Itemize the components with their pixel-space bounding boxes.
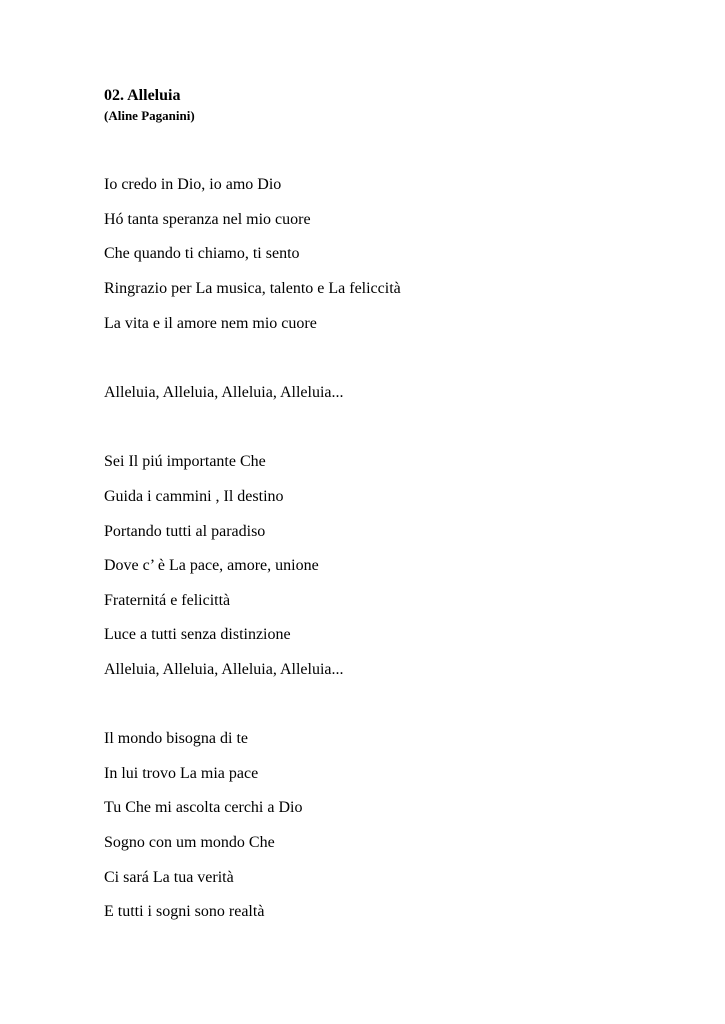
lyric-line: Il mondo bisogna di te <box>104 730 248 747</box>
lyric-line: Ci sará La tua verità <box>104 869 234 886</box>
lyric-line: Io credo in Dio, io amo Dio <box>104 176 282 193</box>
lyric-line: La vita e il amore nem mio cuore <box>104 315 317 332</box>
lyric-line: Tu Che mi ascolta cerchi a Dio <box>104 799 303 816</box>
lyric-line: E tutti i sogni sono realtà <box>104 903 265 920</box>
song-title: 02. Alleluia <box>104 87 181 104</box>
lyric-line: Fraternitá e felicittà <box>104 592 231 609</box>
lyric-line: Sogno con um mondo Che <box>104 834 275 851</box>
song-author: (Aline Paganini) <box>104 108 195 123</box>
lyric-line: Ringrazio per La musica, talento e La feliccità <box>104 280 401 297</box>
lyric-line: In lui trovo La mia pace <box>104 765 259 782</box>
lyric-line: Guida i cammini , Il destino <box>104 488 284 505</box>
lyric-line: Luce a tutti senza distinzione <box>104 626 291 643</box>
lyric-line: Portando tutti al paradiso <box>104 523 266 540</box>
lyric-line: Dove c’ è La pace, amore, unione <box>104 557 319 574</box>
lyric-line: Alleluia, Alleluia, Alleluia, Alleluia... <box>104 661 344 678</box>
lyric-line: Alleluia, Alleluia, Alleluia, Alleluia... <box>104 384 344 401</box>
lyric-line: Che quando ti chiamo, ti sento <box>104 245 300 262</box>
lyric-line: Sei Il piú importante Che <box>104 453 266 470</box>
lyric-line: Hó tanta speranza nel mio cuore <box>104 211 311 228</box>
